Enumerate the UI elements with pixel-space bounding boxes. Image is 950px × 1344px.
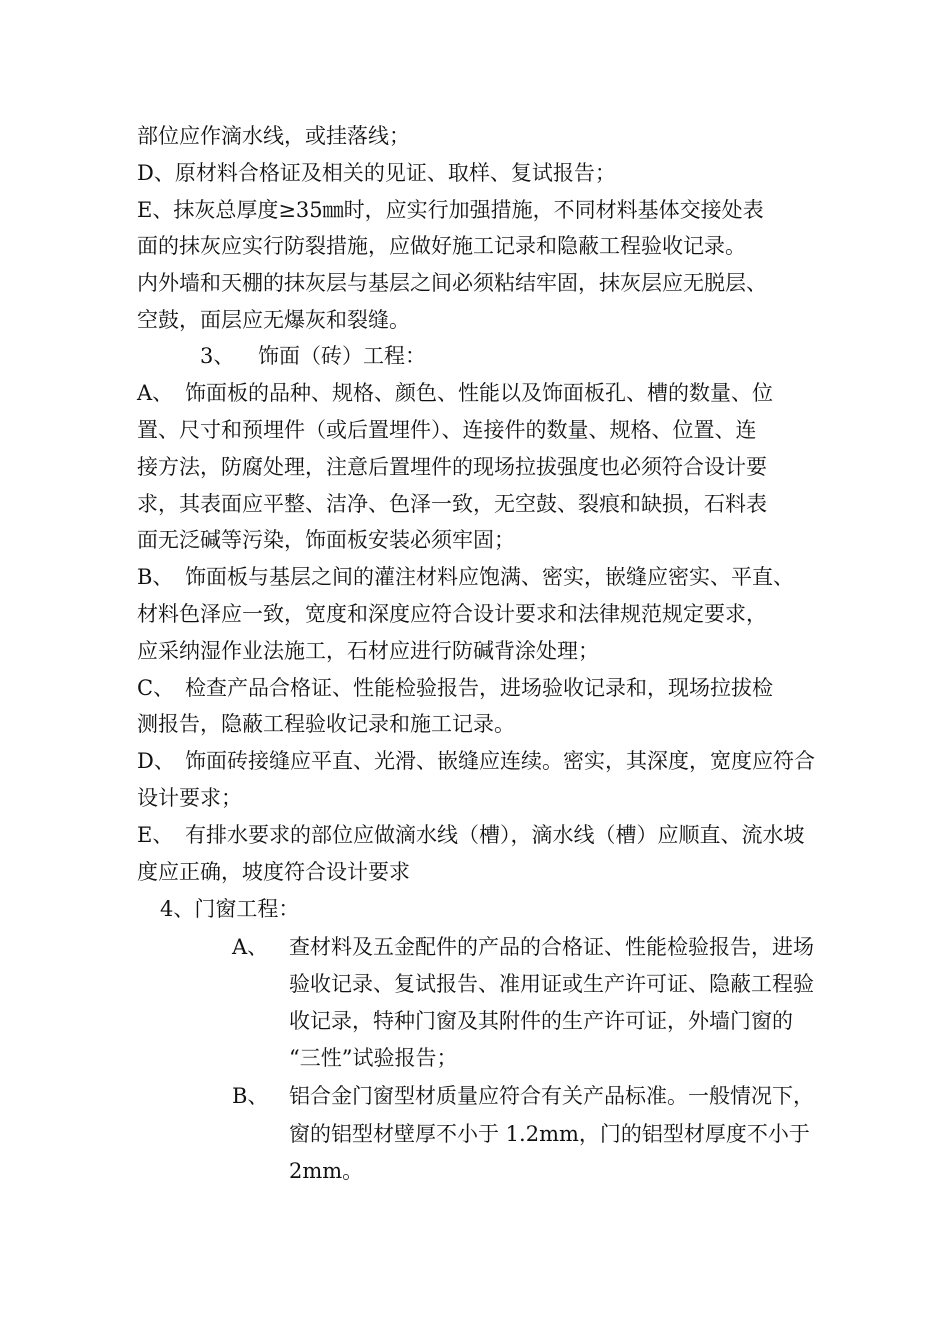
item-line: 饰面板与基层之间的灌注材料应饱满、密实，嵌缝应密实、平直、 (185, 565, 794, 589)
item-label: A、 (137, 381, 174, 405)
item-line: 求，其表面应平整、洁净、色泽一致，无空鼓、裂痕和缺损，石料表 (137, 492, 767, 516)
item-line: 收记录，特种门窗及其附件的生产许可证，外墙门窗的 (289, 1009, 793, 1033)
item-label: B、 (137, 565, 174, 589)
section-title: 4、门窗工程： (160, 897, 300, 921)
item-line: 2mm。 (289, 1159, 364, 1183)
item-line: 设计要求； (137, 786, 242, 810)
item-line: 检查产品合格证、性能检验报告，进场验收记录和，现场拉拔检 (185, 676, 773, 700)
item-line: 查材料及五金配件的产品的合格证、性能检验报告，进场 (289, 935, 814, 959)
paragraph-line: 面的抹灰应实行防裂措施，应做好施工记录和隐蔽工程验收记录。 (137, 234, 746, 258)
item-line: 窗的铝型材壁厚不小于 1.2mm，门的铝型材厚度不小于 (289, 1122, 810, 1146)
item-line: 验收记录、复试报告、准用证或生产许可证、隐蔽工程验 (289, 972, 814, 996)
item-label: C、 (137, 676, 175, 700)
item-label: D、 (137, 749, 175, 773)
item-line: 面无泛碱等污染，饰面板安装必须牢固； (137, 528, 515, 552)
item-line: 铝合金门窗型材质量应符合有关产品标准。一般情况下， (289, 1084, 814, 1108)
item-line: 置、尺寸和预埋件（或后置埋件）、连接件的数量、规格、位置、连 (137, 418, 757, 442)
paragraph-line: D、原材料合格证及相关的见证、取样、复试报告； (137, 161, 616, 185)
item-line: 饰面板的品种、规格、颜色、性能以及饰面板孔、槽的数量、位 (185, 381, 773, 405)
section-number: 3、 (200, 344, 235, 368)
item-line: 应采纳湿作业法施工，石材应进行防碱背涂处理； (137, 639, 599, 663)
section-title: 饰面（砖）工程： (258, 344, 426, 368)
item-line: 接方法，防腐处理，注意后置埋件的现场拉拔强度也必须符合设计要 (137, 455, 767, 479)
item-line: 测报告，隐蔽工程验收记录和施工记录。 (137, 712, 515, 736)
paragraph-line: 空鼓，面层应无爆灰和裂缝。 (137, 308, 410, 332)
item-line: 有排水要求的部位应做滴水线（槽），滴水线（槽）应顺直、流水坡 (185, 823, 805, 847)
paragraph-line: 内外墙和天棚的抹灰层与基层之间必须粘结牢固，抹灰层应无脱层、 (137, 271, 767, 295)
paragraph-line: 部位应作滴水线，或挂落线； (137, 124, 410, 148)
item-label: A、 (232, 935, 269, 959)
paragraph-line: E、抹灰总厚度≥35㎜时，应实行加强措施，不同材料基体交接处表 (137, 198, 764, 222)
item-line: 度应正确，坡度符合设计要求 (137, 860, 410, 884)
item-label: B、 (232, 1084, 269, 1108)
item-line: “三性”试验报告； (289, 1046, 458, 1070)
item-line: 材料色泽应一致，宽度和深度应符合设计要求和法律规范规定要求， (137, 602, 767, 626)
item-label: E、 (137, 823, 174, 847)
item-line: 饰面砖接缝应平直、光滑、嵌缝应连续。密实，其深度，宽度应符合 (185, 749, 815, 773)
